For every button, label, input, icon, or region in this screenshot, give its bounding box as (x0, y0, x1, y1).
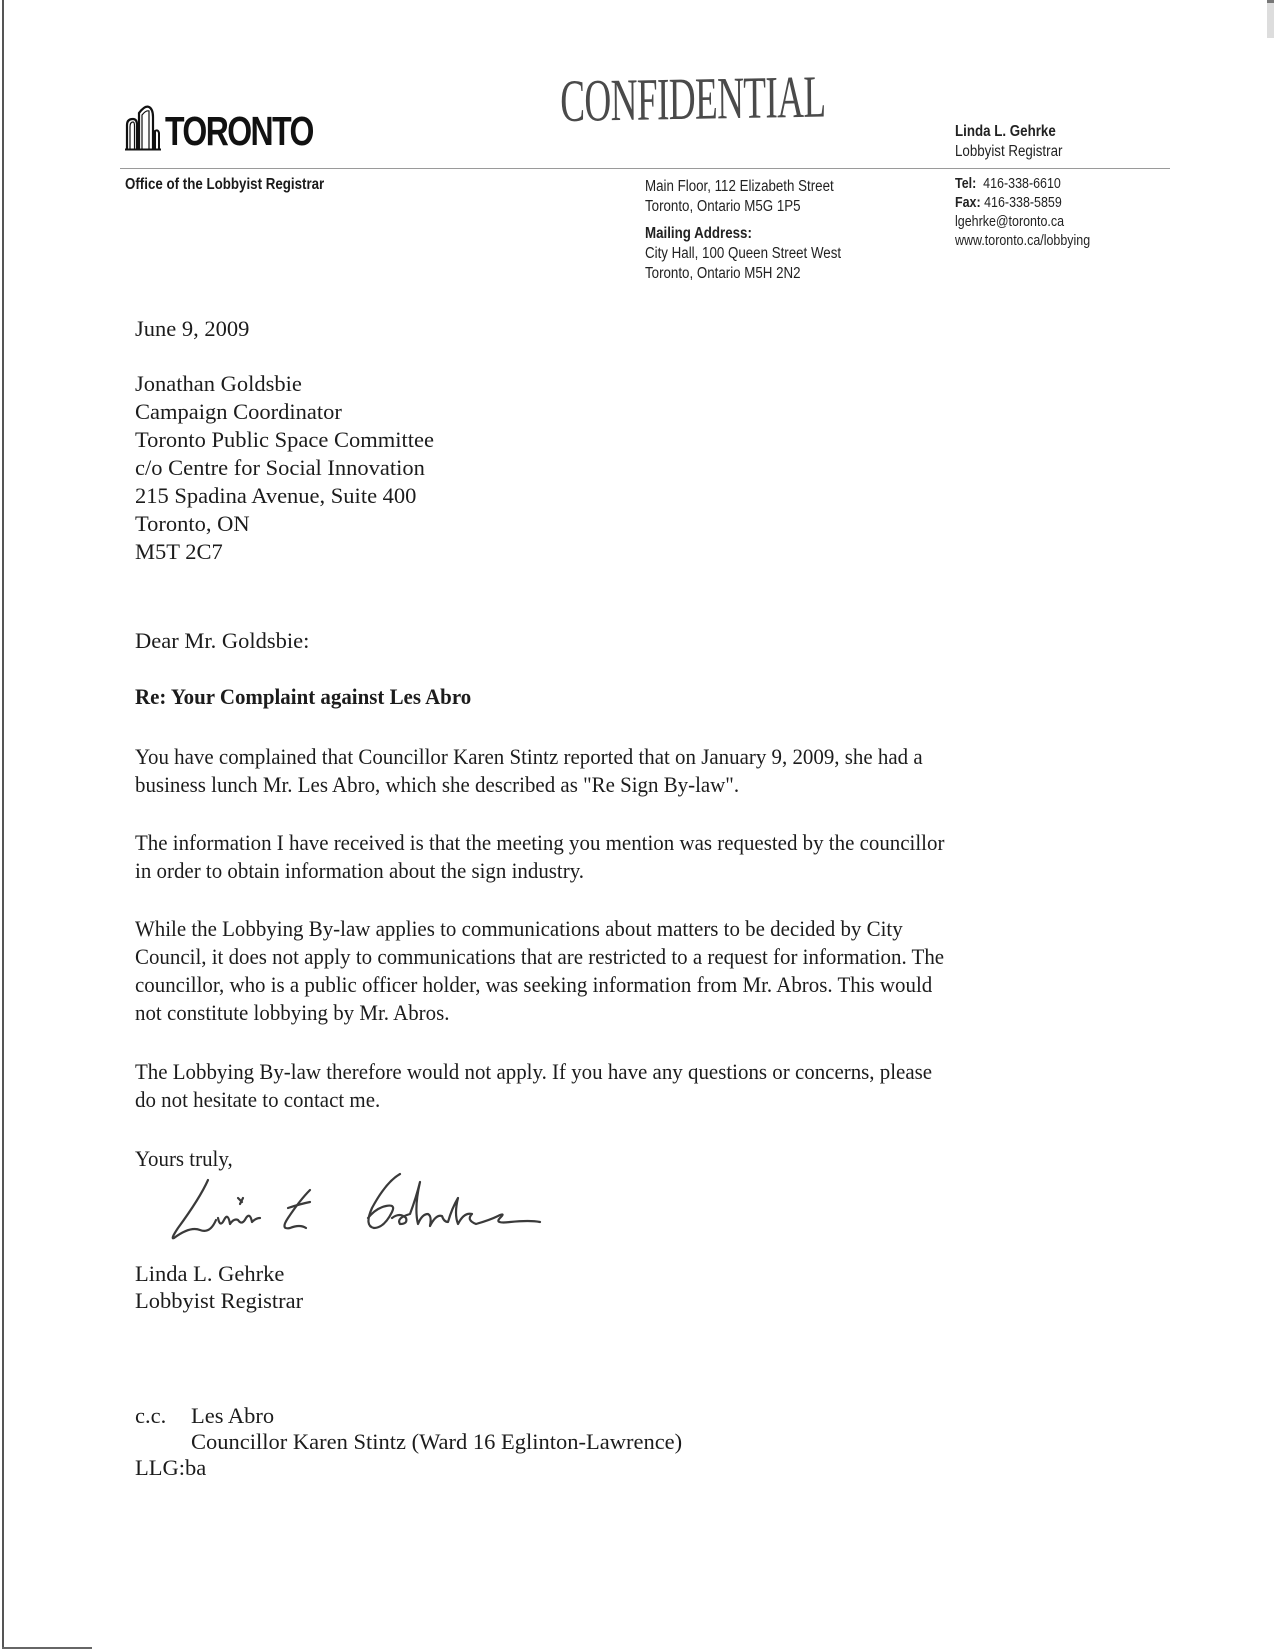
tel-label: Tel: (955, 176, 977, 192)
letter-date: June 9, 2009 (135, 316, 250, 341)
tel-number: 416-338-6610 (983, 176, 1061, 192)
logo-wordmark: TORONTO (165, 108, 313, 154)
city-hall-icon (125, 103, 161, 151)
paragraph-line: councillor, who is a public officer holder, was seeking information from Mr. Abros. This would (135, 972, 933, 997)
paragraph-line: Council, it does not apply to communications that are restricted to a request for information. The (135, 944, 945, 969)
recipient-line: c/o Centre for Social Innovation (135, 455, 425, 480)
signer-name: Linda L. Gehrke (135, 1261, 285, 1286)
recipient-line: Campaign Coordinator (135, 399, 342, 424)
telephone (955, 175, 1061, 193)
sender-name: Linda L. Gehrke (955, 123, 1056, 140)
cc-label: c.c. (135, 1403, 167, 1428)
subject-line: Re: Your Complaint against Les Abro (135, 684, 472, 709)
cc-recipient: Les Abro (191, 1403, 275, 1428)
recipient-line: Jonathan Goldsbie (135, 371, 302, 396)
paragraph-line: The Lobbying By-law therefore would not apply. If you have any questions or concerns, please (135, 1059, 933, 1084)
office-name: Office of the Lobbyist Registrar (125, 176, 325, 193)
recipient-line: 215 Spadina Avenue, Suite 400 (135, 483, 417, 508)
fax-label: Fax: (955, 195, 981, 211)
scan-mark (1267, 0, 1274, 38)
scan-edge (2, 0, 4, 1648)
signature-icon (160, 1168, 560, 1248)
paragraph-line: business lunch Mr. Les Abro, which she described as "Re Sign By-law". (135, 772, 740, 797)
confidential-stamp: CONFIDENTIAL (559, 63, 826, 134)
cc-recipient: Councillor Karen Stintz (Ward 16 Eglinton-Lawrence) (191, 1429, 683, 1454)
paragraph-line: The information I have received is that the meeting you mention was requested by the councillor (135, 830, 945, 855)
mailing-address-line: City Hall, 100 Queen Street West (645, 245, 842, 262)
paragraph-line: in order to obtain information about the sign industry. (135, 858, 585, 883)
toronto-logo (125, 103, 355, 154)
recipient-line: Toronto, ON (135, 511, 250, 536)
paragraph-line: While the Lobbying By-law applies to communications about matters to be decided by City (135, 916, 903, 941)
sender-title: Lobbyist Registrar (955, 143, 1063, 160)
recipient-line: M5T 2C7 (135, 539, 223, 564)
paragraph-line: do not hesitate to contact me. (135, 1087, 381, 1112)
scan-edge (2, 1647, 92, 1649)
mailing-address-line: Toronto, Ontario M5H 2N2 (645, 265, 801, 282)
email-link[interactable]: lgehrke@toronto.ca (955, 214, 1065, 230)
header-divider (120, 168, 1170, 169)
closing: Yours truly, (135, 1146, 233, 1171)
fax (955, 194, 1062, 212)
reference-initials: LLG:ba (135, 1455, 207, 1480)
mailing-address-label: Mailing Address: (645, 225, 752, 242)
paragraph-line: not constitute lobbying by Mr. Abros. (135, 1000, 450, 1025)
fax-number: 416-338-5859 (984, 195, 1062, 211)
website-link[interactable]: www.toronto.ca/lobbying (955, 233, 1091, 249)
recipient-line: Toronto Public Space Committee (135, 427, 435, 452)
street-address-line: Main Floor, 112 Elizabeth Street (645, 178, 834, 195)
salutation: Dear Mr. Goldsbie: (135, 628, 310, 653)
street-address-line: Toronto, Ontario M5G 1P5 (645, 198, 801, 215)
signer-title: Lobbyist Registrar (135, 1288, 304, 1313)
paragraph-line: You have complained that Councillor Karen Stintz reported that on January 9, 2009, she had a (135, 744, 923, 769)
